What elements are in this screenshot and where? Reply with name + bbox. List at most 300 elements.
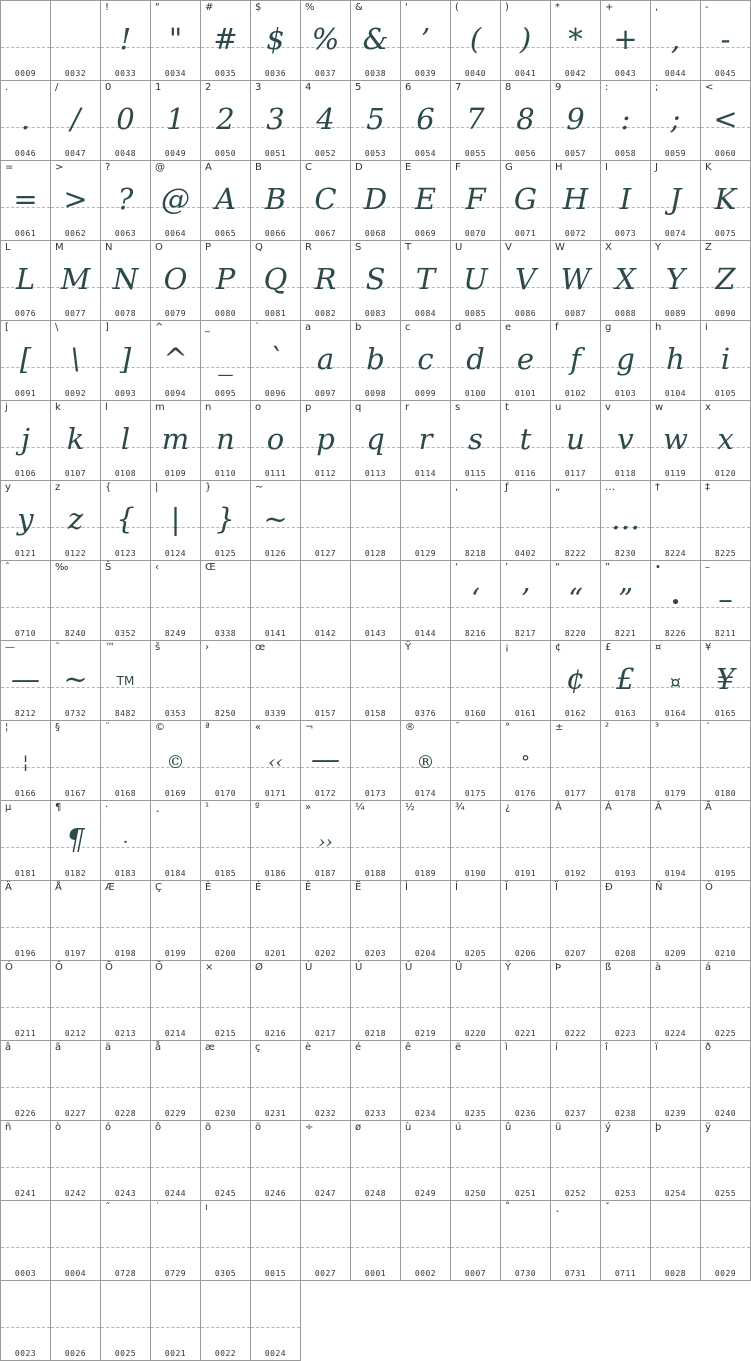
glyph-sample: ! [119,22,132,56]
char-code: 0028 [664,1269,687,1278]
cell-label: t [505,402,509,413]
baseline-guide [51,767,100,768]
glyph-cell [650,400,701,481]
cell-label: ± [555,722,564,733]
glyph-sample: ¤ [669,672,682,693]
baseline-guide [301,1087,350,1088]
glyph-sample: ’ [520,582,531,616]
char-code: 0100 [464,389,487,398]
baseline-guide [601,1007,650,1008]
glyph-sample: m [161,422,190,456]
char-code: 0056 [514,149,537,158]
char-code: 0090 [714,309,737,318]
baseline-guide [151,927,200,928]
cell-label: ¦ [5,722,9,733]
glyph-cell [700,320,751,401]
glyph-cell [500,800,551,881]
cell-label: i [705,322,708,333]
baseline-guide [651,1007,700,1008]
glyph-cell [250,960,301,1041]
glyph-cell [350,1040,401,1121]
baseline-guide [151,1167,200,1168]
char-code: 0037 [314,69,337,78]
char-code: 0049 [164,149,187,158]
baseline-guide [501,687,550,688]
cell-label: Á [605,802,612,813]
cell-label: î [605,1042,608,1053]
cell-label: — [5,642,15,653]
char-code: 0199 [164,949,187,958]
baseline-guide [1,1087,50,1088]
baseline-guide [551,847,600,848]
glyph-cell [400,560,451,641]
char-code: 0250 [464,1189,487,1198]
glyph-sample: © [166,752,185,773]
cell-label: Æ [105,882,115,893]
char-code: 0239 [664,1109,687,1118]
glyph-cell [350,400,401,481]
baseline-guide [551,1007,600,1008]
cell-label: ¼ [355,802,365,813]
char-code: 0248 [364,1189,387,1198]
glyph-sample: w [663,422,688,456]
char-code: 0023 [14,1349,37,1358]
cell-label: à [655,962,662,973]
cell-label: T [405,242,412,253]
glyph-cell [600,560,651,641]
cell-label: j [5,402,8,413]
char-code: 0189 [414,869,437,878]
char-code: 0021 [164,1349,187,1358]
char-code: 0032 [64,69,87,78]
glyph-cell [300,800,351,881]
glyph-cell [350,720,401,801]
cell-label: ¥ [705,642,712,653]
glyph-cell [250,720,301,801]
glyph-sample: ; [670,102,681,136]
cell-label: # [205,2,214,13]
cell-label: & [355,2,363,13]
cell-label: ö [255,1122,262,1133]
glyph-cell [650,720,701,801]
char-code: 0226 [14,1109,37,1118]
cell-label: . [5,82,9,93]
cell-label: É [255,882,262,893]
baseline-guide [151,847,200,848]
glyph-sample: 6 [416,102,435,136]
baseline-guide [651,847,700,848]
char-code: 0232 [314,1109,337,1118]
cell-label: Ó [5,962,13,973]
char-code: 0190 [464,869,487,878]
glyph-cell [250,640,301,721]
glyph-cell [400,240,451,321]
char-code: 0117 [564,469,587,478]
glyph-cell [150,320,201,401]
char-code: 0121 [14,549,37,558]
cell-label: ¬ [305,722,314,733]
char-code: 0102 [564,389,587,398]
cell-label: L [5,242,11,253]
char-code: 0081 [264,309,287,318]
char-code: 0109 [164,469,187,478]
glyph-cell [150,560,201,641]
glyph-cell [300,80,351,161]
char-code: 0115 [464,469,487,478]
char-code: 0211 [14,1029,37,1038]
cell-label: é [355,1042,362,1053]
glyph-cell [350,160,401,241]
cell-label: + [605,2,614,13]
cell-label: ì [505,1042,508,1053]
baseline-guide [301,927,350,928]
char-code: 0070 [464,229,487,238]
char-code: 0071 [514,229,537,238]
glyph-sample: z [67,502,84,536]
glyph-cell [350,0,401,81]
char-code: 0126 [264,549,287,558]
baseline-guide [151,1087,200,1088]
glyph-cell [400,80,451,161]
char-code: 0221 [514,1029,537,1038]
char-code: 0249 [414,1189,437,1198]
glyph-cell [350,80,401,161]
glyph-sample: } [216,502,235,536]
baseline-guide [651,767,700,768]
glyph-cell [100,1040,151,1121]
glyph-cell [250,160,301,241]
glyph-cell [100,560,151,641]
char-code: 0212 [64,1029,87,1038]
glyph-cell [500,880,551,961]
baseline-guide [51,1167,100,1168]
glyph-cell [700,560,751,641]
cell-label: 8 [505,82,512,93]
cell-label: ç [255,1042,261,1053]
char-code: 0091 [14,389,37,398]
glyph-cell [700,800,751,881]
cell-label: ı [205,1202,208,1213]
char-code: 0376 [414,709,437,718]
cell-label: Y [655,242,662,253]
glyph-cell [650,240,701,321]
glyph-sample: g [616,342,635,376]
cell-label: ä [105,1042,112,1053]
char-code: 0183 [114,869,137,878]
baseline-guide [451,767,500,768]
char-code: 0036 [264,69,287,78]
glyph-cell [400,400,451,481]
cell-label: s [455,402,461,413]
cell-label: º [255,802,260,813]
cell-label: ¿ [505,802,511,813]
char-code: 0054 [414,149,437,158]
baseline-guide [501,1007,550,1008]
cell-label: £ [605,642,612,653]
glyph-sample: 2 [216,102,235,136]
glyph-cell [600,80,651,161]
glyph-cell [300,400,351,481]
char-code: 0127 [314,549,337,558]
char-code: 0209 [664,949,687,958]
glyph-sample: ] [119,342,132,376]
char-code: 8216 [464,629,487,638]
cell-label: Š [105,562,112,573]
baseline-guide [401,687,450,688]
baseline-guide [151,607,200,608]
glyph-cell [50,80,101,161]
char-code: 0103 [614,389,637,398]
cell-label: À [555,802,562,813]
baseline-guide [51,47,100,48]
char-code: 0063 [114,229,137,238]
glyph-cell [650,1040,701,1121]
char-code: 0087 [564,309,587,318]
char-code: 0176 [514,789,537,798]
glyph-sample: + [613,22,638,56]
cell-label: ˛ [555,1202,560,1213]
cell-label: x [705,402,711,413]
cell-label: * [555,2,560,13]
glyph-cell [400,320,451,401]
baseline-guide [551,767,600,768]
glyph-sample: . [20,102,31,136]
cell-label: § [55,722,60,733]
glyph-cell [500,720,551,801]
char-code: 0243 [114,1189,137,1198]
char-code: 0086 [514,309,537,318]
glyph-sample: — [311,742,340,776]
cell-label: Õ [105,962,113,973]
glyph-cell [650,1200,701,1281]
glyph-cell [400,0,451,81]
glyph-cell [550,880,601,961]
baseline-guide [1,1007,50,1008]
baseline-guide [351,847,400,848]
char-code: 0055 [464,149,487,158]
char-code: 8217 [514,629,537,638]
glyph-cell [50,0,101,81]
glyph-cell [550,800,601,881]
glyph-cell [650,0,701,81]
char-code: 0069 [414,229,437,238]
glyph-sample: N [112,262,139,296]
baseline-guide [101,1327,150,1328]
char-code: 0204 [414,949,437,958]
cell-label: ˆ [5,562,10,573]
cell-label: ‘ [455,562,459,573]
char-code: 0196 [14,949,37,958]
glyph-cell [150,960,201,1041]
char-code: 0118 [614,469,637,478]
char-code: 0234 [414,1109,437,1118]
baseline-guide [451,927,500,928]
char-code: 8221 [614,629,637,638]
glyph-sample: • [670,592,681,613]
cell-label: h [655,322,662,333]
glyph-cell [550,240,601,321]
char-code: 0038 [364,69,387,78]
cell-label: ˇ [605,1202,610,1213]
char-code: 0024 [264,1349,287,1358]
baseline-guide [601,847,650,848]
baseline-guide [351,527,400,528]
glyph-sample: U [463,262,488,296]
cell-label: 0 [105,82,112,93]
char-code: 0080 [214,309,237,318]
cell-label: S [355,242,362,253]
char-code: 0064 [164,229,187,238]
char-code: 8226 [664,629,687,638]
glyph-cell [250,1280,301,1361]
glyph-cell [150,720,201,801]
cell-label: ’ [505,562,509,573]
glyph-sample: ` [268,342,283,376]
glyph-cell [650,480,701,561]
glyph-cell [550,1200,601,1281]
baseline-guide [1,1247,50,1248]
glyph-cell [450,320,501,401]
glyph-sample: \ [70,342,81,376]
glyph-cell [100,240,151,321]
baseline-guide [351,927,400,928]
char-code: 8211 [714,629,737,638]
glyph-sample: > [63,182,88,216]
glyph-cell [450,1120,501,1201]
cell-label: û [505,1122,512,1133]
glyph-sample: ›› [318,832,333,853]
baseline-guide [351,1087,400,1088]
cell-label: • [655,562,661,573]
glyph-cell [200,720,251,801]
char-code: 0068 [364,229,387,238]
glyph-cell [100,1280,151,1361]
glyph-sample: W [560,262,591,296]
char-code: 0194 [664,869,687,878]
baseline-guide [101,1087,150,1088]
glyph-cell [700,960,751,1041]
char-code: 0730 [514,1269,537,1278]
cell-label: ÿ [705,1122,711,1133]
char-code: 0059 [664,149,687,158]
cell-label: k [55,402,61,413]
baseline-guide [51,1087,100,1088]
cell-label: Ä [5,882,12,893]
cell-label: Ÿ [405,642,412,653]
glyph-cell [600,880,651,961]
glyph-sample: ¶ [66,822,85,856]
cell-label: Ï [555,882,558,893]
char-code: 0057 [564,149,587,158]
baseline-guide [551,927,600,928]
baseline-guide [151,1327,200,1328]
char-code: 0200 [214,949,237,958]
char-code: 0241 [14,1189,37,1198]
char-code: 0214 [164,1029,187,1038]
glyph-cell [450,80,501,161]
cell-label: M [55,242,64,253]
glyph-sample: a [316,342,335,376]
glyph-cell [450,640,501,721]
cell-label: , [455,482,459,493]
glyph-cell [50,1040,101,1121]
char-code: 0093 [114,389,137,398]
glyph-cell [200,160,251,241]
baseline-guide [451,1007,500,1008]
glyph-cell [500,640,551,721]
baseline-guide [301,527,350,528]
cell-label: , [655,2,659,13]
char-code: 0731 [564,1269,587,1278]
glyph-sample: f [570,342,581,376]
baseline-guide [451,847,500,848]
cell-label: F [455,162,461,173]
glyph-cell [400,640,451,721]
glyph-cell [650,960,701,1041]
baseline-guide [601,927,650,928]
baseline-guide [101,1247,150,1248]
glyph-cell [700,1040,751,1121]
char-code: 0060 [714,149,737,158]
glyph-cell [600,1200,651,1281]
char-code: 0168 [114,789,137,798]
baseline-guide [51,1007,100,1008]
cell-label: C [305,162,312,173]
glyph-cell [50,160,101,241]
char-code: 8220 [564,629,587,638]
char-code: 0238 [614,1109,637,1118]
char-code: 0122 [64,549,87,558]
glyph-cell [200,1200,251,1281]
cell-label: " [155,2,160,13]
glyph-cell [150,80,201,161]
cell-label: „ [555,482,561,493]
glyph-cell [100,400,151,481]
glyph-sample: M [60,262,91,296]
char-code: 0186 [264,869,287,878]
glyph-cell [300,320,351,401]
glyph-cell [100,80,151,161]
char-code: 0710 [14,629,37,638]
cell-label: ; [655,82,659,93]
glyph-cell [0,560,51,641]
cell-label: ˜ [55,642,60,653]
cell-label: Û [405,962,413,973]
glyph-cell [300,960,351,1041]
cell-label: { [105,482,112,493]
glyph-cell [150,1280,201,1361]
glyph-cell [200,1120,251,1201]
char-code: 0235 [464,1109,487,1118]
glyph-cell [300,560,351,641]
glyph-cell [650,80,701,161]
glyph-cell [600,0,651,81]
cell-label: @ [155,162,165,173]
baseline-guide [601,1247,650,1248]
glyph-sample: l [120,422,131,456]
cell-label: a [305,322,312,333]
baseline-guide [551,527,600,528]
glyph-cell [700,400,751,481]
cell-label: ‡ [705,482,710,493]
glyph-cell [150,0,201,81]
baseline-guide [651,1167,700,1168]
baseline-guide [451,687,500,688]
glyph-cell [100,480,151,561]
glyph-sample: ¦ [22,752,29,773]
glyph-sample: S [365,262,386,296]
glyph-sample: # [213,22,238,56]
